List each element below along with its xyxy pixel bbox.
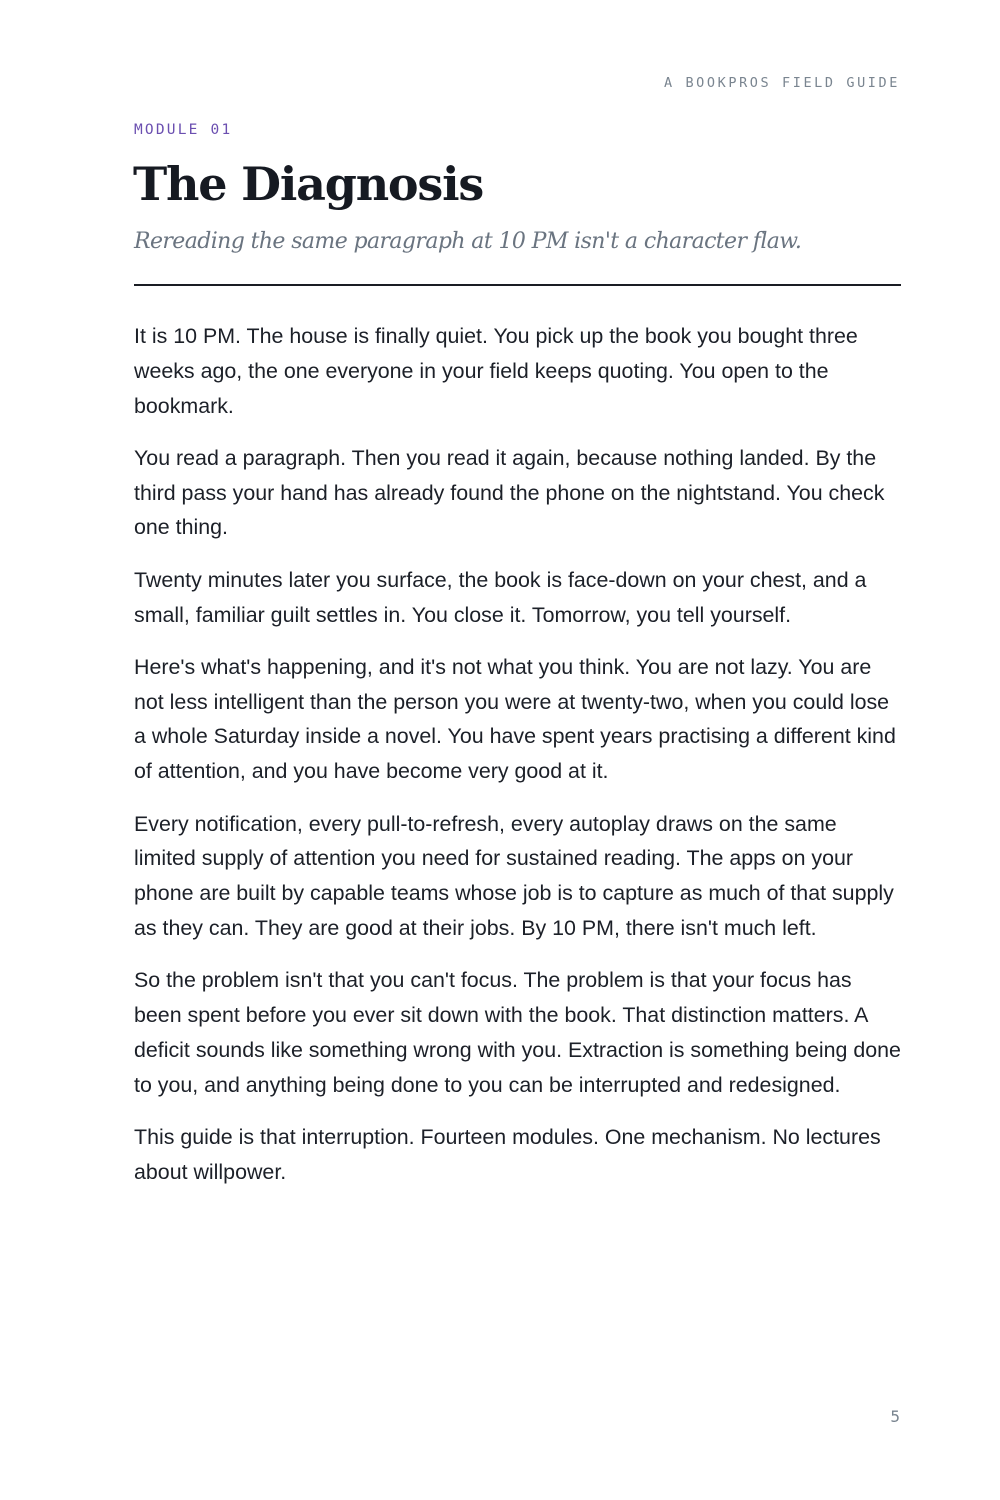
paragraph: So the problem isn't that you can't focus. The problem is that your focus has been spent before you ever sit down with the book. That distinction matters. A deficit sounds like something wrong with you. Extraction is something being done to you, and anything being done to you can be interrupted and redesigned. bbox=[134, 968, 901, 1097]
chapter-subtitle: Rereading the same paragraph at 10 PM isn't a character flaw. bbox=[134, 229, 802, 254]
module-label: MODULE 01 bbox=[134, 122, 233, 138]
chapter-title: The Diagnosis bbox=[133, 157, 484, 211]
body-text bbox=[134, 319, 904, 1207]
paragraph: This guide is that interruption. Fourteen modules. One mechanism. No lectures about willpower. bbox=[134, 1124, 881, 1184]
title-divider bbox=[134, 284, 901, 286]
paragraph: You read a paragraph. Then you read it again, because nothing landed. By the third pass your hand has already found the phone on the nightstand. You check one thing. bbox=[134, 445, 885, 540]
running-head: A BOOKPROS FIELD GUIDE bbox=[663, 75, 900, 91]
paragraph: Every notification, every pull-to-refresh, every autoplay draws on the same limited supply of attention you need for sustained reading. The apps on your phone are built by capable teams whose job is to capture as much of that supply as they can. They are good at their jobs. By 10 PM, there isn't much left. bbox=[134, 811, 894, 940]
page-number: 5 bbox=[890, 1407, 900, 1426]
paragraph: It is 10 PM. The house is finally quiet. You pick up the book you bought three weeks ago, the one everyone in your field keeps quoting. You open to the bookmark. bbox=[134, 324, 858, 418]
paragraph: Here's what's happening, and it's not what you think. You are not lazy. You are not less intelligent than the person you were at twenty-two, when you could lose a whole Saturday inside a novel. You have spent years practising a different kind of attention, and you have become very good at it. bbox=[134, 654, 896, 784]
paragraph: Twenty minutes later you surface, the book is face-down on your chest, and a small, familiar guilt settles in. You close it. Tomorrow, you tell yourself. bbox=[134, 567, 867, 627]
